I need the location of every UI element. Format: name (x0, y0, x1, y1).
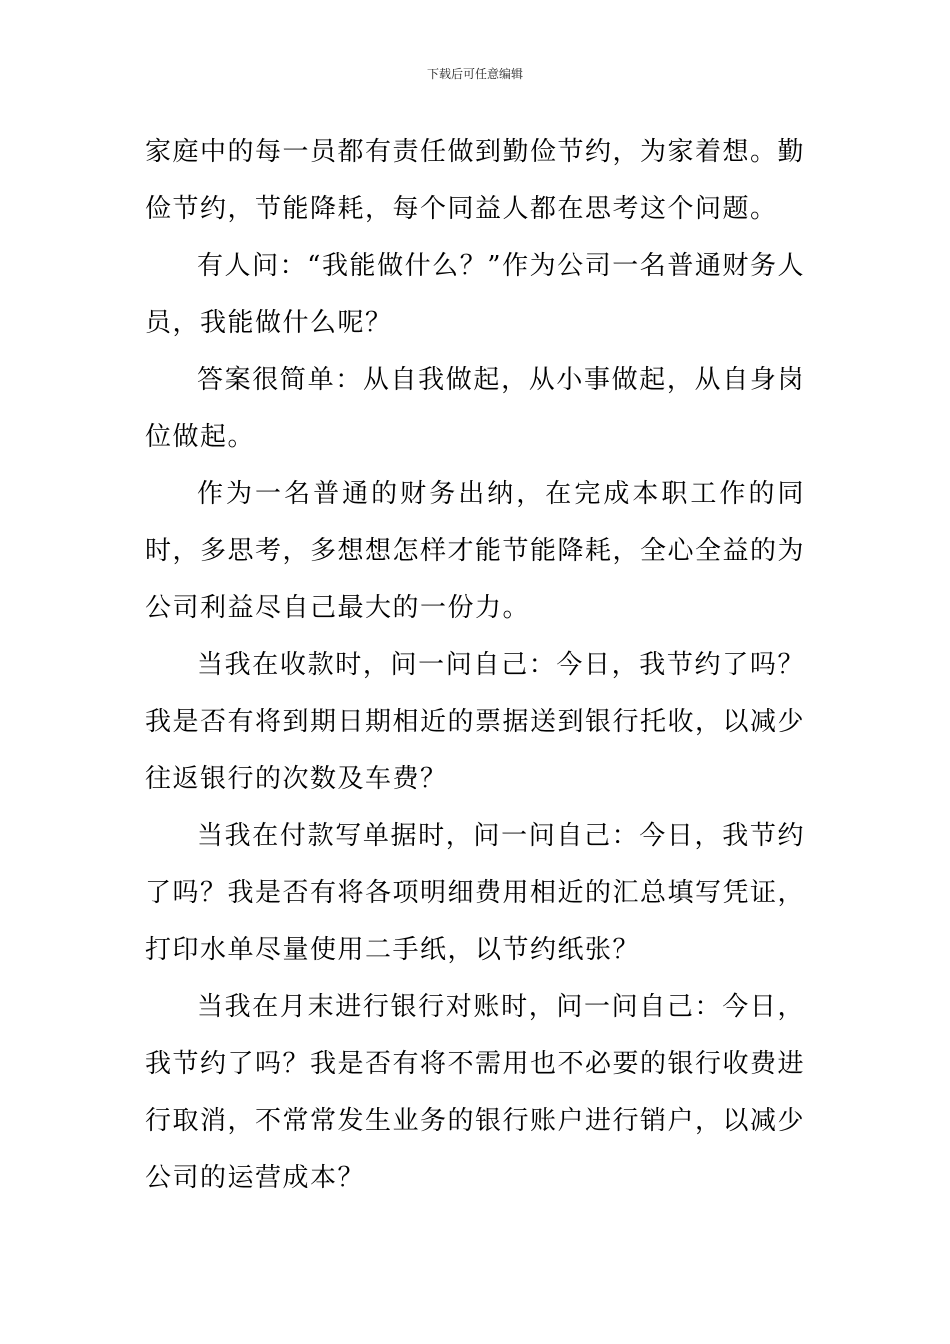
paragraph: 当我在收款时，问一问自己：今日，我节约了吗？我是否有将到期日期相近的票据送到银行托收，以减少往返银行的次数及车费？ (145, 650, 806, 794)
paragraph: 有人问：“我能做什么？”作为公司一名普通财务人员，我能做什么呢？ (145, 251, 805, 338)
paragraph: 当我在月末进行银行对账时，问一问自己：今日，我节约了吗？我是否有将不需用也不必要的银行收费进行取消，不常常发生业务的银行账户进行销户，以减少公司的运营成本？ (145, 992, 806, 1193)
paragraph: 作为一名普通的财务出纳，在完成本职工作的同时，多思考，多想想怎样才能节能降耗，全心全益的为公司利益尽自己最大的一份力。 (145, 479, 806, 623)
paragraph: 答案很简单：从自我做起，从小事做起，从自身岗位做起。 (145, 365, 805, 452)
paragraph-continuation: 家庭中的每一员都有责任做到勤俭节约，为家着想。勤俭节约，节能降耗，每个同益人都在思考这个问题。 (145, 137, 806, 224)
paragraph: 当我在付款写单据时，问一问自己：今日，我节约了吗？我是否有将各项明细费用相近的汇总填写凭证，打印水单尽量使用二手纸，以节约纸张？ (145, 821, 806, 965)
document-body (145, 124, 805, 1207)
page-header: 下载后可任意编辑 (426, 67, 523, 81)
